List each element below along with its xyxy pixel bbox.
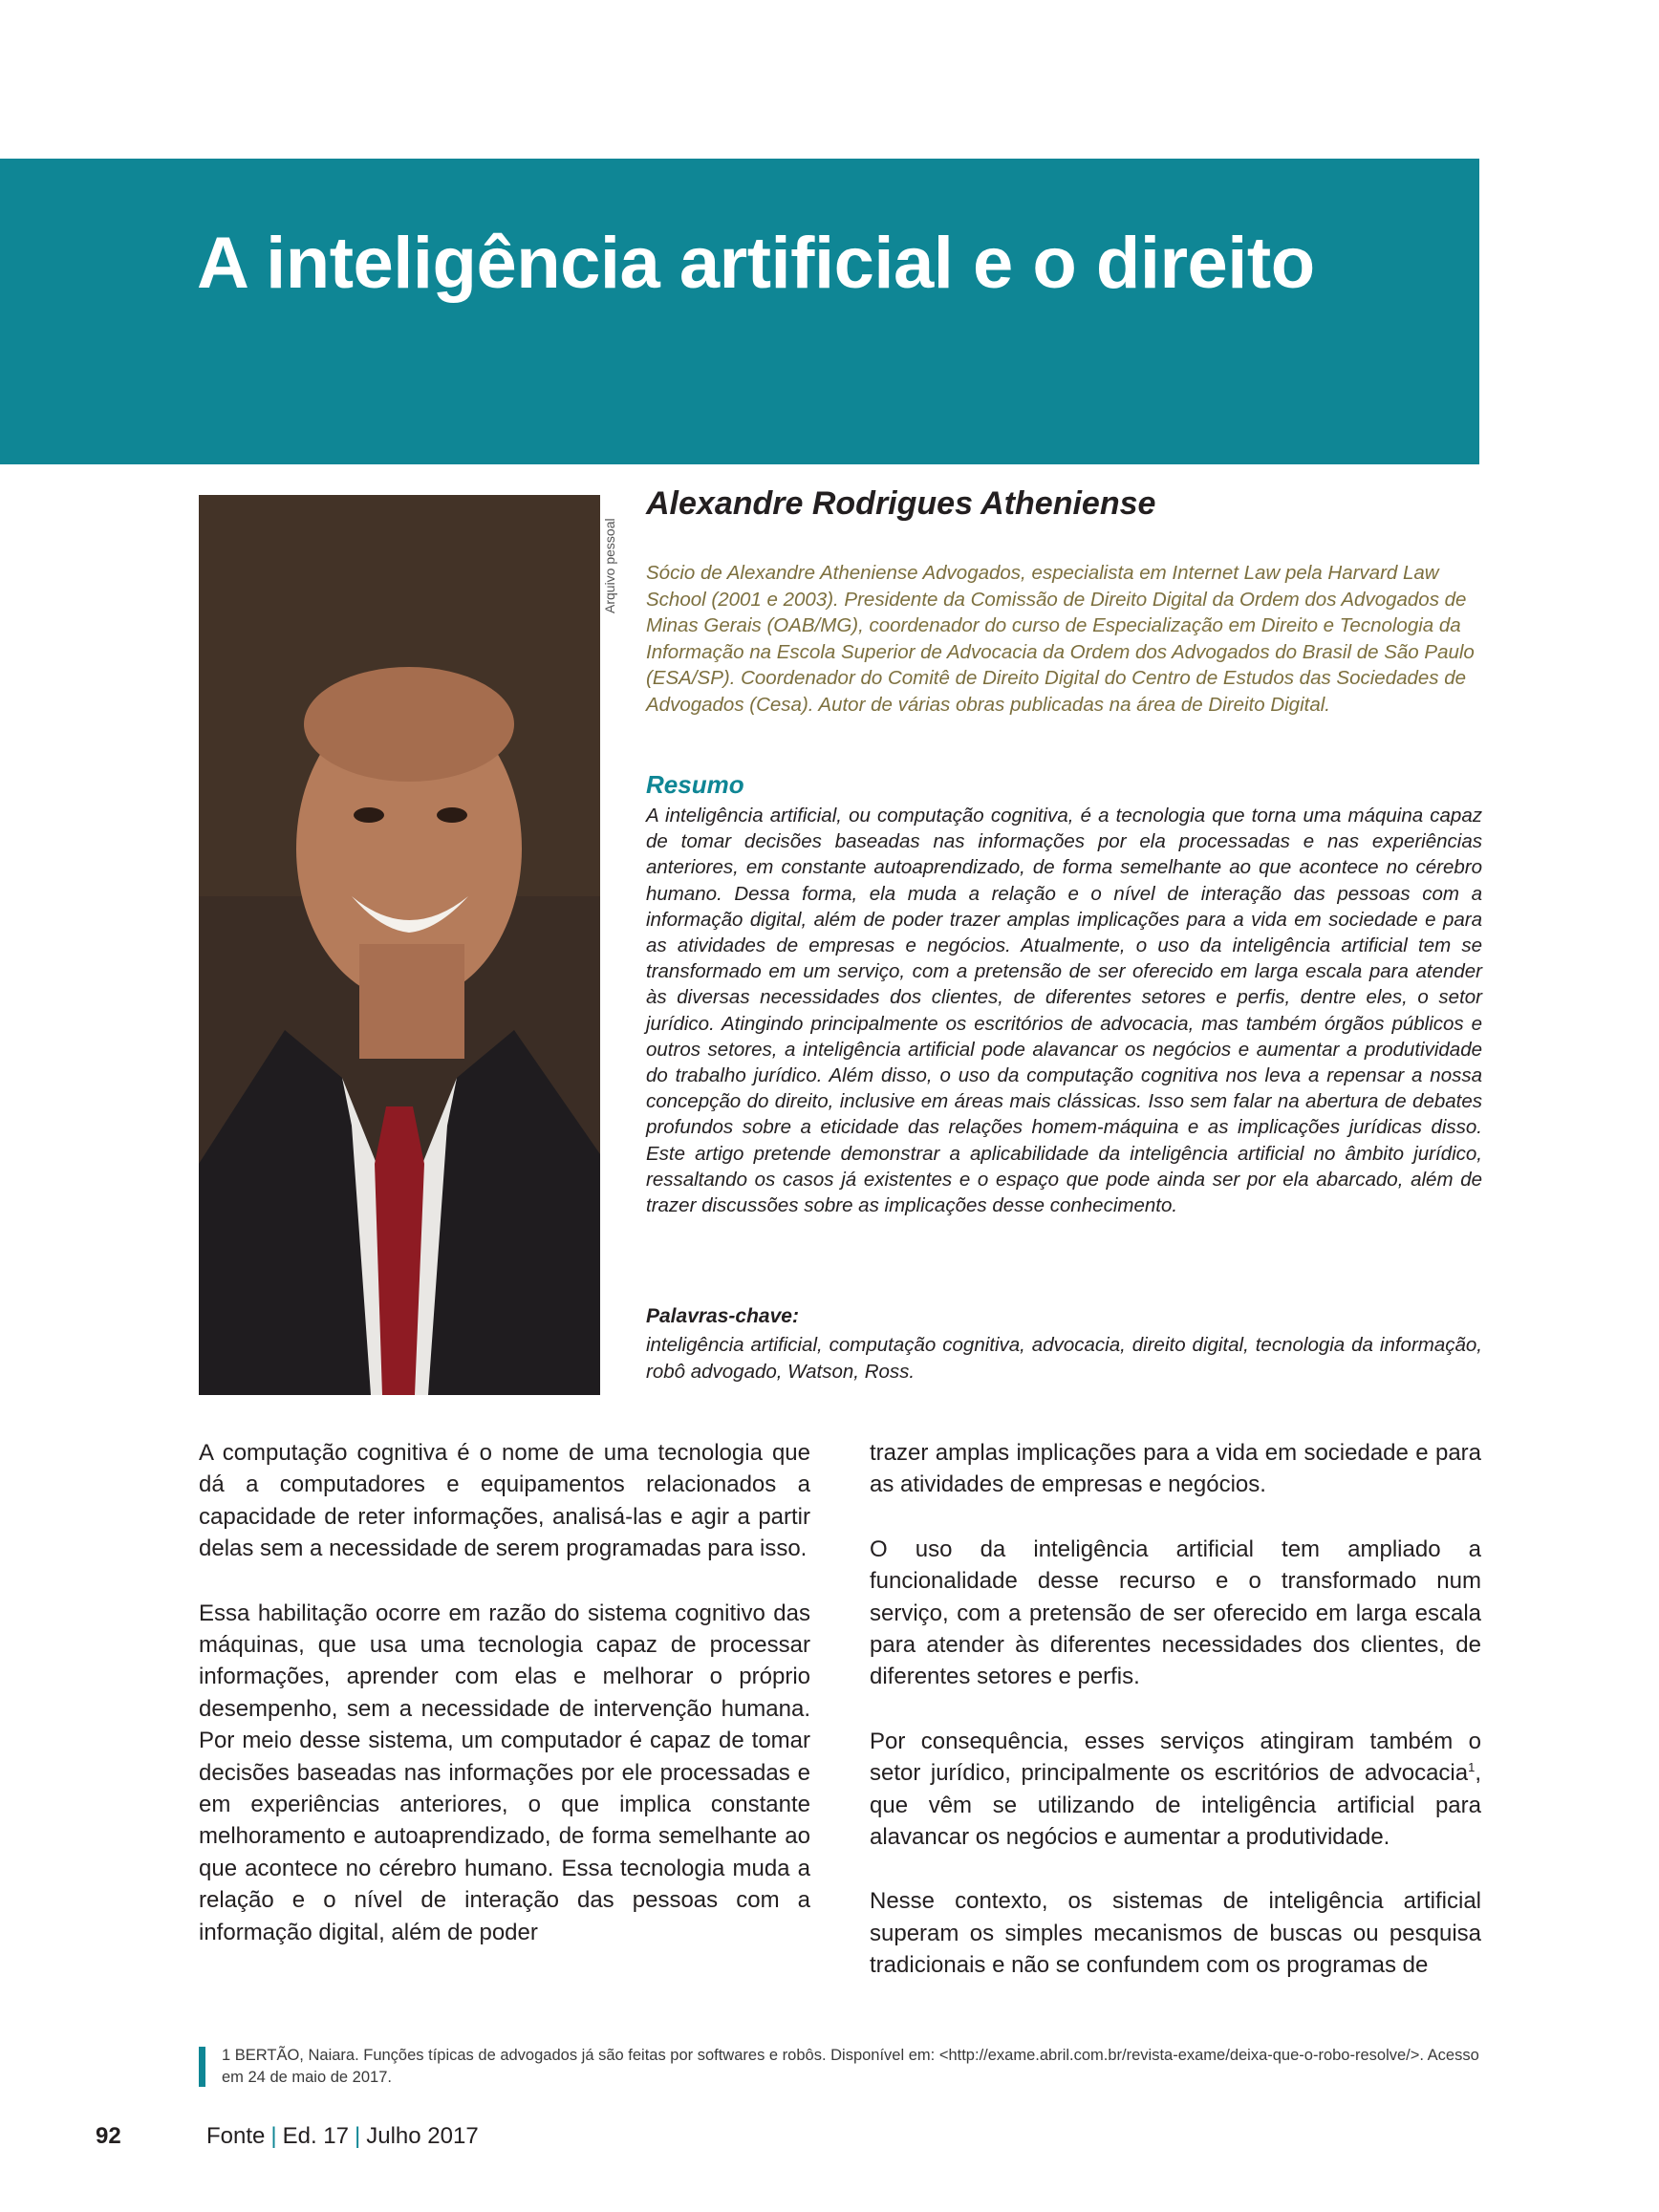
footer-separator: | bbox=[270, 2123, 277, 2149]
keywords-text: inteligência artificial, computação cognitiva, advocacia, direito digital, tecnologia da informação, robô advogado, Watson, Ross. bbox=[646, 1334, 1482, 1383]
footnote-reference[interactable]: 1 bbox=[1468, 1760, 1476, 1775]
footer-separator: | bbox=[355, 2123, 361, 2149]
title-banner bbox=[0, 159, 1479, 464]
body-text-segment: Por consequência, esses serviços atingiram também o setor jurídico, principalmente os escritórios de advocacia bbox=[870, 1728, 1481, 1787]
body-paragraph: Essa habilitação ocorre em razão do sistema cognitivo das máquinas, que usa uma tecnologia capaz de processar informações, aprender com elas e melhorar o próprio desempenho, sem a necessidade de intervenção humana. Por meio desse sistema, um computador é capaz de tomar decisões baseadas nas informações por ele processadas e em experiências anteriores, o que implica constante melhoramento e autoaprendizado, de forma semelhante ao que acontece no cérebro humano. Essa tecnologia muda a relação e o nível de interação das pessoas com a informação digital, além de poder bbox=[199, 1600, 810, 1945]
body-paragraph: O uso da inteligência artificial tem ampliado a funcionalidade desse recurso e o transformado num serviço, com a pretensão de ser oferecido em larga escala para atender às diferentes necessidades dos clientes, de diferentes setores e perfis. bbox=[870, 1536, 1481, 1690]
footer-publication-info bbox=[206, 2123, 479, 2150]
body-column-left bbox=[199, 1437, 810, 1981]
abstract-text: A inteligência artificial, ou computação cognitiva, é a tecnologia que torna uma máquina capaz de tomar decisões baseadas nas informações por ela processadas e nas experiências anteriores, em constante autoaprendizado, de forma semelhante ao que acontece no cérebro humano. Dessa forma, ela muda a relação e o nível de interação das pessoas com a informação digital, além de poder trazer amplas implicações para a vida em sociedade e para as atividades de empresas e negócios. Atualmente, o uso da inteligência artificial tem se transformado em um serviço, com a pretensão de ser oferecido em larga escala para atender às diversas necessidades dos clientes, de diferentes setores e perfis, dentre eles, o setor jurídico. Atingindo principalmente os escritórios de advocacia, mas também órgãos públicos e outros setores, a inteligência artificial pode alavancar os negócios e aumentar a produtividade do trabalho jurídico. Além disso, o uso da computação cognitiva nos leva a repensar a nossa concepção do direito, inclusive em áreas mais clássicas. Isso sem falar na abertura de debates profundos sobre a eticidade das relações homem-máquina e as implicações jurídicas disso. Este artigo pretende demonstrar a aplicabilidade da inteligência artificial no âmbito jurídico, ressaltando os casos já existentes e o espaço que pode ainda ser por ela abarcado, além de trazer discussões sobre as implicações desse conhecimento. bbox=[646, 805, 1482, 1217]
body-column-right bbox=[870, 1437, 1481, 2014]
page-number: 92 bbox=[96, 2123, 121, 2149]
body-paragraph bbox=[870, 1726, 1481, 1854]
photo-credit: Arquivo pessoal bbox=[602, 518, 617, 613]
body-paragraph: trazer amplas implicações para a vida em sociedade e para as atividades de empresas e negócios. bbox=[870, 1440, 1481, 1498]
footnote: 1 BERTÃO, Naiara. Funções típicas de advogados já são feitas por softwares e robôs. Disponível em: <http://exame.abril.com.br/revista-exame/deixa-que-o-robo-resolve/>. Acesso em 24 de maio de 2017. bbox=[222, 2047, 1479, 2086]
author-bio: Sócio de Alexandre Atheniense Advogados, especialista em Internet Law pela Harvard Law School (2001 e 2003). Presidente da Comissão de Direito Digital da Ordem dos Advogados de Minas Gerais (OAB/MG), coordenador do curso de Especialização em Direito e Tecnologia da Informação na Escola Superior de Advocacia da Ordem dos Advogados do Brasil de São Paulo (ESA/SP). Coordenador do Comitê de Direito Digital do Centro de Estudos das Sociedades de Advogados (Cesa). Autor de várias obras publicadas na área de Direito Digital. bbox=[646, 562, 1475, 716]
body-text-segment: , que vêm se utilizando de inteligência artificial para alavancar os negócios e aumentar a produtividade. bbox=[870, 1760, 1481, 1851]
issue-date: Julho 2017 bbox=[366, 2123, 479, 2149]
abstract-heading: Resumo bbox=[646, 770, 744, 799]
article-title: A inteligência artificial e o direito bbox=[197, 223, 1315, 304]
edition-label: Ed. 17 bbox=[282, 2123, 349, 2149]
magazine-name: Fonte bbox=[206, 2123, 266, 2149]
body-paragraph: Nesse contexto, os sistemas de inteligência artificial superam os simples mecanismos de buscas ou pesquisa tradicionais e não se confundem com os programas de bbox=[870, 1888, 1481, 1979]
author-photo bbox=[199, 495, 600, 1395]
footnote-accent-bar bbox=[199, 2047, 205, 2087]
author-name: Alexandre Rodrigues Atheniense bbox=[646, 485, 1156, 522]
body-paragraph: A computação cognitiva é o nome de uma tecnologia que dá a computadores e equipamentos relacionados a capacidade de reter informações, analisá-las e agir a partir delas sem a necessidade de serem programadas para isso. bbox=[199, 1440, 810, 1562]
keywords-heading: Palavras-chave: bbox=[646, 1305, 799, 1327]
author-portrait-illustration bbox=[199, 495, 600, 1395]
